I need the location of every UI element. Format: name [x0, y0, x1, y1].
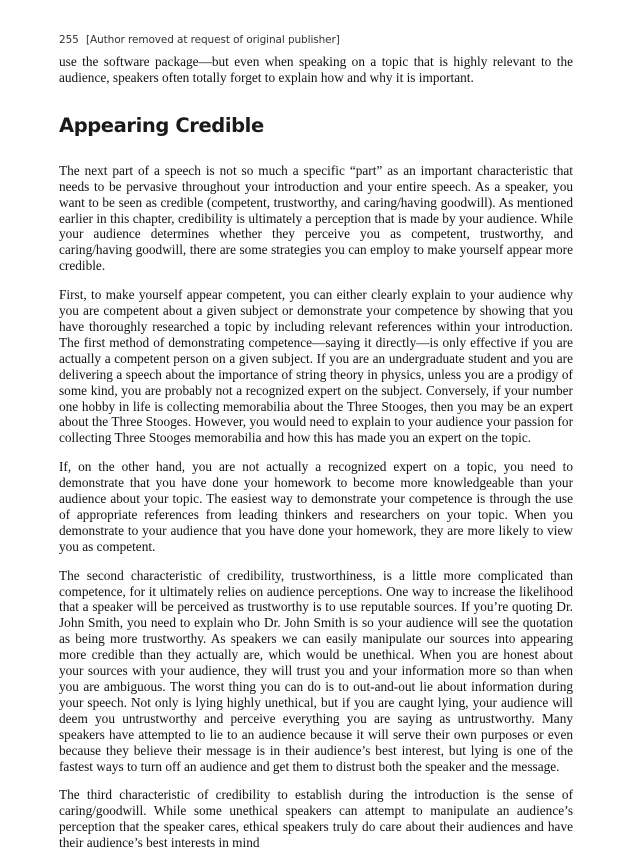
running-title: [Author removed at request of original publisher] [86, 34, 340, 46]
running-header [59, 34, 573, 46]
paragraph-credibility-overview: The next part of a speech is not so much a specific “part” as an important characteristic that needs to be pervasive throughout your introduction and your entire speech. As a speaker, you want to be seen as credible (competent, trustworthy, and caring/having goodwill). As mentioned earlier in this chapter, credibility is ultimately a perception that is made by your audience. While your audience determines whether they perceive you as competent, trustworthy, and caring/having goodwill, there are some strategies you can employ to make yourself appear more credible. [59, 162, 573, 274]
paragraph-caring-goodwill: The third characteristic of credibility to establish during the introduction is the sense of caring/goodwill. While some unethical speakers can attempt to manipulate an audience’s perception that the speaker cares, ethical speakers truly do care about their audiences and have their audience’s best interests in mind [59, 787, 573, 851]
paragraph-competence: First, to make yourself appear competent, you can either clearly explain to your audience why you are competent about a given subject or demonstrate your competence by showing that you have thoroughly researched a topic by including relevant references within your introduction. The first method of demonstrating competence—saying it directly—is only effective if you are actually a competent person on a given subject. If you are an undergraduate student and you are delivering a speech about the importance of string theory in physics, unless you are a prodigy of some kind, you are probably not a recognized expert on the subject. Conversely, if your number one hobby in life is collecting memorabilia about the Three Stooges, then you may be an expert about the Three Stooges. However, you would need to explain to your audience your passion for collecting Three Stooges memorabilia and how this has made you an expert on the topic. [59, 287, 573, 446]
paragraph-demonstrating-competence: If, on the other hand, you are not actually a recognized expert on a topic, you need to demonstrate that you have done your homework to become more knowledgeable than your audience about your topic. The easiest way to demonstrate your competence is through the use of appropriate references from leading thinkers and researchers on your topic. When you demonstrate to your audience that you have done your homework, they are more likely to view you as competent. [59, 459, 573, 554]
page-number: 255 [59, 34, 79, 46]
section-heading: Appearing Credible [59, 113, 264, 137]
intro-paragraph: use the software package—but even when speaking on a topic that is highly relevant to the audience, speakers often totally forget to explain how and why it is important. [59, 54, 573, 85]
paragraph-trustworthiness: The second characteristic of credibility, trustworthiness, is a little more complicated than competence, for it ultimately relies on audience perceptions. One way to increase the likelihood that a speaker will be perceived as trustworthy is to use reputable sources. If you’re quoting Dr. John Smith, you need to explain who Dr. John Smith is so your audience will see the quotation as being more trustworthy. As speakers we can easily manipulate our sources into appearing more credible than they actually are, which would be unethical. When you are honest about your sources with your audience, they will trust you and your information more so than when you are ambiguous. The worst thing you can do is to out-and-out lie about information during your speech. Not only is lying highly unethical, but if you are caught lying, your audience will deem you untrustworthy and perceive everything you are saying as untrustworthy. Many speakers have attempted to lie to an audience because it will serve their own purposes or even because they believe their message is in their audience’s best interest, but lying is one of the fastest ways to turn off an audience and get them to distrust both the speaker and the message. [59, 567, 573, 774]
